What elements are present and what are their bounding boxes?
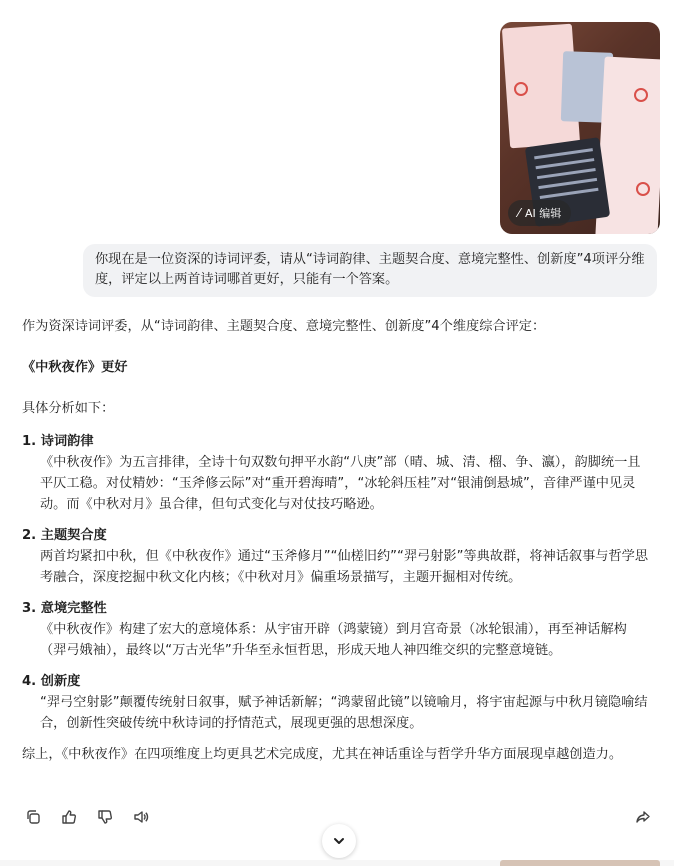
next-attachment-preview bbox=[500, 860, 660, 866]
user-message-bubble bbox=[83, 244, 657, 297]
ai-edit-label: AI 编辑 bbox=[525, 207, 562, 220]
analysis-section-innovation bbox=[22, 671, 652, 734]
share-icon[interactable] bbox=[632, 806, 654, 828]
copy-icon[interactable] bbox=[22, 806, 44, 828]
section-heading: 3. 意境完整性 bbox=[22, 601, 107, 616]
answer-detail-label: 具体分析如下： bbox=[22, 401, 115, 416]
thumbs-down-icon[interactable] bbox=[94, 806, 116, 828]
chevron-down-icon bbox=[332, 834, 346, 848]
section-body: 两首均紧扣中秋，但《中秋夜作》通过“玉斧修月”“仙槎旧约”“羿弓射影”等典故群，将神话叙事与哲学思考融合，深度挖掘中秋文化内核；《中秋对月》偏重场景描写，主题开掘相对传统。 bbox=[40, 549, 649, 585]
bottom-edge bbox=[0, 860, 674, 866]
magic-wand-icon: ⁄ bbox=[518, 206, 521, 220]
speaker-icon[interactable] bbox=[130, 806, 152, 828]
section-body: 《中秋夜作》为五言排律，全诗十句双数句押平水韵“八庚”部（晴、城、清、榴、争、瀛），韵脚统一且平仄工稳。对仗精妙：“玉斧修云际”对“重开碧海晴”，“冰轮斜压桂”对“银浦倒悬城”，音律严谨中见灵动。而《中秋对月》虽合律，但句式变化与对仗技巧略逊。 bbox=[40, 455, 641, 512]
section-heading: 1. 诗词韵律 bbox=[22, 434, 94, 449]
photo-doodle bbox=[634, 88, 648, 102]
section-heading: 2. 主题契合度 bbox=[22, 528, 107, 543]
ai-edit-button[interactable] bbox=[508, 200, 571, 226]
thumbs-up-icon[interactable] bbox=[58, 806, 80, 828]
section-body: 《中秋夜作》构建了宏大的意境体系：从宇宙开辟（鸿蒙镜）到月宫奇景（冰轮银浦），再至神话解构（羿弓娥袖），最终以“万古光华”升华至永恒哲思，形成天地人神四维交织的完整意境链。 bbox=[40, 622, 627, 658]
analysis-section-rhythm bbox=[22, 431, 652, 515]
answer-intro: 作为资深诗词评委，从“诗词韵律、主题契合度、意境完整性、创新度”4个维度综合评定： bbox=[22, 319, 546, 334]
answer-summary: 综上，《中秋夜作》在四项维度上均更具艺术完成度，尤其在神话重诠与哲学升华方面展现卓越创造力。 bbox=[22, 747, 623, 762]
answer-verdict: 《中秋夜作》更好 bbox=[22, 360, 128, 375]
photo-doodle bbox=[636, 182, 650, 196]
analysis-section-theme bbox=[22, 525, 652, 588]
user-message-text: 你现在是一位资深的诗词评委，请从“诗词韵律、主题契合度、意境完整性、创新度”4项评分维度，评定以上两首诗词哪首更好，只能有一个答案。 bbox=[95, 252, 645, 287]
message-action-bar bbox=[22, 806, 152, 828]
analysis-section-imagery bbox=[22, 598, 652, 661]
scroll-to-bottom-button[interactable] bbox=[322, 824, 356, 858]
assistant-answer bbox=[22, 316, 652, 765]
section-body: “羿弓空射影”颠覆传统射日叙事，赋予神话新解；“鸿蒙留此镜”以镜喻月，将宇宙起源与中秋月镜隐喻结合，创新性突破传统中秋诗词的抒情范式，展现更强的思想深度。 bbox=[40, 695, 648, 731]
section-heading: 4. 创新度 bbox=[22, 674, 81, 689]
photo-doodle bbox=[514, 82, 528, 96]
